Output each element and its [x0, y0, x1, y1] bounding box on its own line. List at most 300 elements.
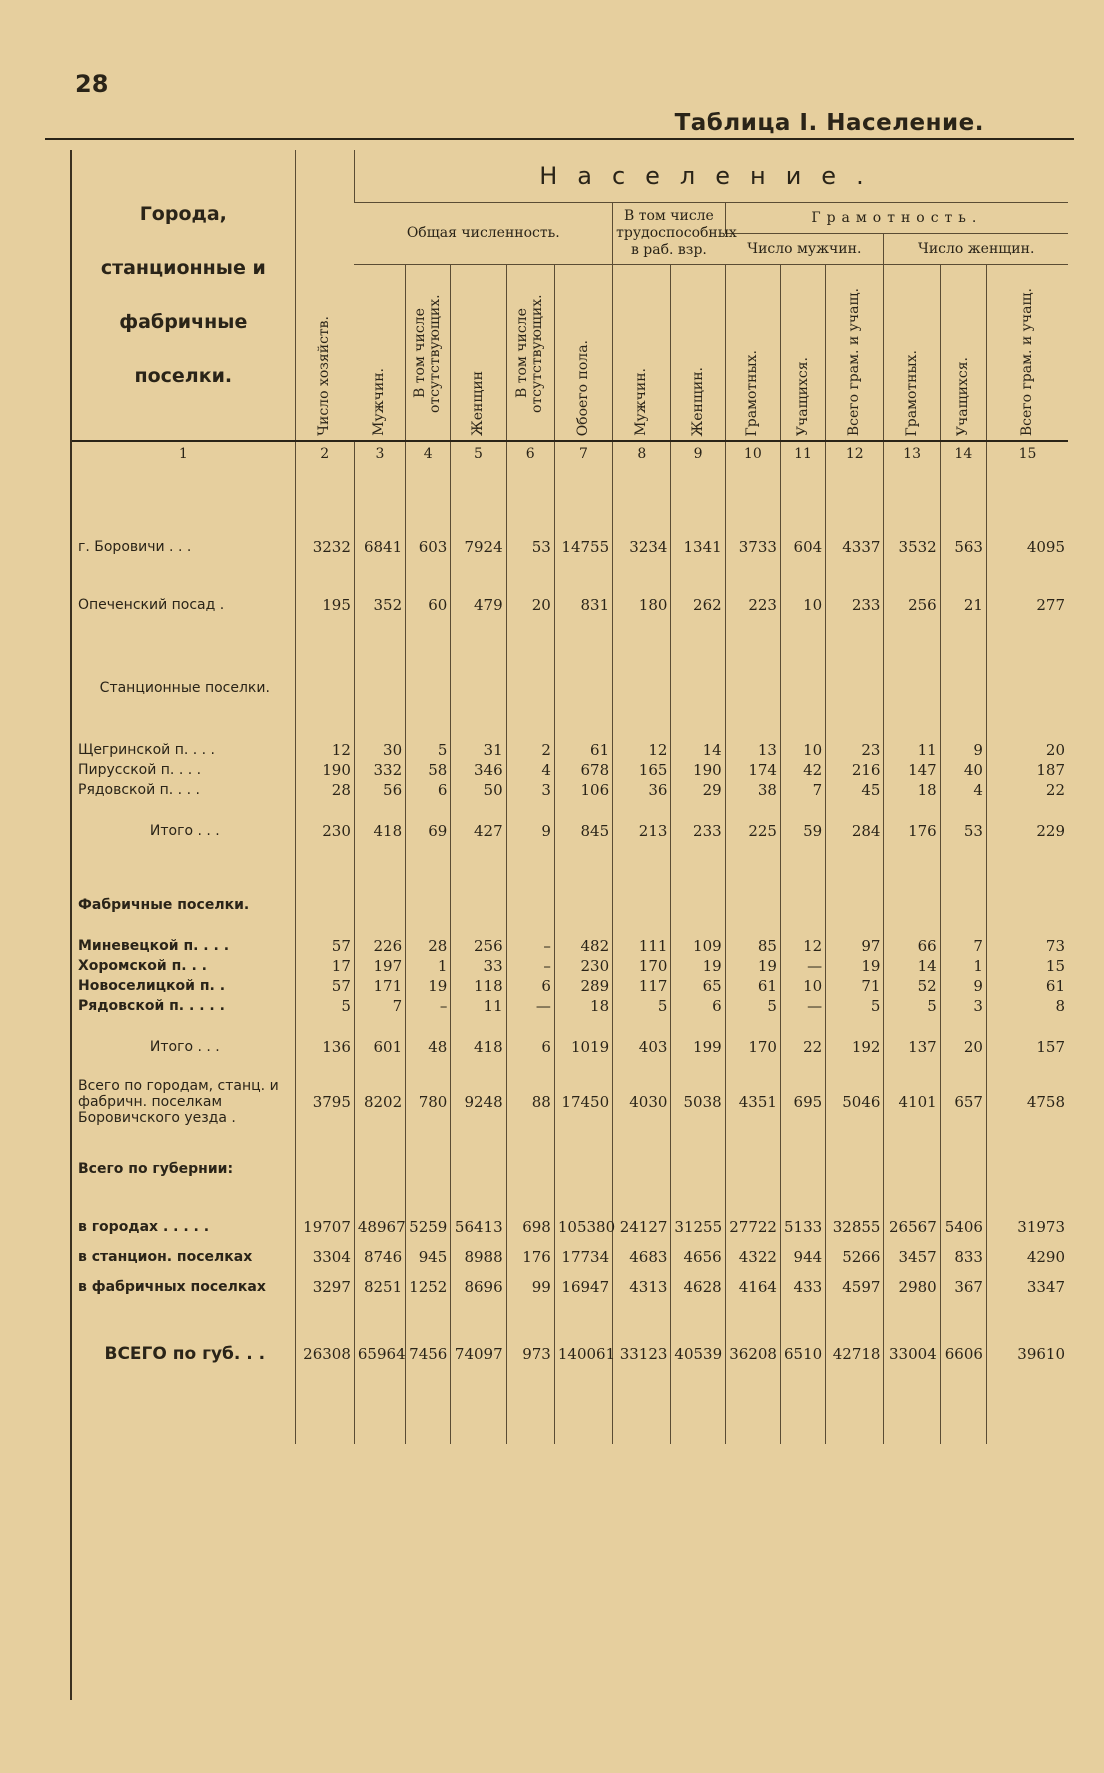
spacer-cell	[671, 846, 725, 890]
table-cell: 4101	[884, 1078, 940, 1126]
col-women-absent: В том числе отсутствующих.	[506, 265, 554, 442]
spacer-cell	[406, 466, 451, 532]
table-cell: 58	[406, 760, 451, 780]
top-rule	[45, 138, 1074, 140]
spacer-cell	[826, 1062, 884, 1078]
spacer-cell	[725, 1184, 780, 1212]
row-label: Итого . . .	[149, 1039, 220, 1055]
table-cell: 5	[725, 996, 780, 1016]
row-label: Всего по городам, станц. и фабричн. поселкам Боровичского уезда .	[78, 1078, 279, 1126]
col-number: 3	[354, 441, 405, 466]
table-row	[72, 816, 1068, 846]
spacer-cell	[613, 712, 671, 740]
table-cell: 2	[506, 740, 554, 760]
spacer-cell	[613, 562, 671, 590]
table-cell: 19	[826, 956, 884, 976]
spacer-cell	[884, 1016, 940, 1032]
table-cell	[986, 664, 1068, 712]
table-cell	[295, 1154, 354, 1184]
table-cell: 418	[451, 1032, 506, 1062]
row-label: Пирусской п. . . .	[78, 762, 202, 778]
spacer-cell	[725, 562, 780, 590]
table-cell: 38	[725, 780, 780, 800]
spacer-cell	[451, 1378, 506, 1444]
table-cell: 18	[884, 780, 940, 800]
spacer-cell	[451, 620, 506, 664]
table-cell: 14755	[554, 532, 612, 562]
spacer-cell	[725, 800, 780, 816]
spacer-cell	[940, 846, 986, 890]
col-number: 9	[671, 441, 725, 466]
table-cell: 6	[506, 976, 554, 996]
col-both: Обоего пола.	[554, 265, 612, 442]
spacer-cell	[506, 1302, 554, 1330]
spacer-cell	[72, 562, 295, 590]
spacer-cell	[671, 712, 725, 740]
row-label: Станционные поселки.	[99, 680, 270, 696]
table-cell: 140061	[554, 1330, 612, 1378]
spacer-cell	[826, 562, 884, 590]
table-cell: 4164	[725, 1272, 780, 1302]
table-cell: 4337	[826, 532, 884, 562]
col-households: Число хозяйств.	[295, 150, 354, 441]
spacer-cell	[671, 1378, 725, 1444]
spacer-cell	[451, 920, 506, 936]
spacer-cell	[826, 712, 884, 740]
table-cell: 33	[451, 956, 506, 976]
table-cell: 9	[506, 816, 554, 846]
table-row	[72, 1078, 1068, 1126]
spacer-cell	[506, 712, 554, 740]
spacer-cell	[554, 712, 612, 740]
spacer-cell	[295, 920, 354, 936]
table-cell: 170	[613, 956, 671, 976]
table-cell: 53	[940, 816, 986, 846]
spacer-cell	[354, 1302, 405, 1330]
col-number: 8	[613, 441, 671, 466]
table-row	[72, 760, 1068, 780]
spacer-cell	[72, 800, 295, 816]
table-cell: 147	[884, 760, 940, 780]
table-cell	[884, 1154, 940, 1184]
spacer-cell	[72, 466, 295, 532]
table-cell: 33004	[884, 1330, 940, 1378]
spacer-cell	[613, 1378, 671, 1444]
table-cell	[295, 890, 354, 920]
table-cell	[451, 890, 506, 920]
spacer-cell	[986, 466, 1068, 532]
table-cell: 28	[295, 780, 354, 800]
spacer-cell	[554, 800, 612, 816]
table-cell: 32855	[826, 1212, 884, 1242]
spacer-cell	[354, 562, 405, 590]
table-cell	[780, 1154, 825, 1184]
spacer-cell	[295, 1126, 354, 1154]
table-cell: 8202	[354, 1078, 405, 1126]
table-cell: 427	[451, 816, 506, 846]
spacer-cell	[884, 1184, 940, 1212]
table-cell: 1019	[554, 1032, 612, 1062]
spacer-cell	[671, 620, 725, 664]
table-cell: 945	[406, 1242, 451, 1272]
table-cell: 4322	[725, 1242, 780, 1272]
table-cell: 14	[671, 740, 725, 760]
table-cell: 111	[613, 936, 671, 956]
table-cell: 6	[671, 996, 725, 1016]
table-cell: 14	[884, 956, 940, 976]
table-cell: 7	[940, 936, 986, 956]
table-cell: 604	[780, 532, 825, 562]
spacer-cell	[554, 1184, 612, 1212]
table-cell: 187	[986, 760, 1068, 780]
spacer-cell	[884, 920, 940, 936]
table-cell: 74097	[451, 1330, 506, 1378]
spacer-cell	[986, 846, 1068, 890]
table-cell: 226	[354, 936, 405, 956]
table-cell: 176	[884, 816, 940, 846]
spacer-cell	[354, 620, 405, 664]
table-cell: 195	[295, 590, 354, 620]
table-cell: 4095	[986, 532, 1068, 562]
table-cell: 256	[884, 590, 940, 620]
table-cell: 9248	[451, 1078, 506, 1126]
table-cell: 12	[613, 740, 671, 760]
spacer-row	[72, 1062, 1068, 1078]
row-label: г. Боровичи . . .	[78, 539, 192, 555]
table-cell: 12	[780, 936, 825, 956]
row-label: Фабричные поселки.	[78, 897, 250, 913]
table-cell: 4351	[725, 1078, 780, 1126]
spacer-cell	[72, 1126, 295, 1154]
spacer-cell	[613, 846, 671, 890]
table-cell: 1	[940, 956, 986, 976]
row-label: в городах . . . . .	[78, 1219, 210, 1235]
spacer-cell	[354, 1062, 405, 1078]
table-cell: 352	[354, 590, 405, 620]
spacer-cell	[671, 1016, 725, 1032]
spacer-cell	[613, 620, 671, 664]
table-cell: 1252	[406, 1272, 451, 1302]
col-number: 13	[884, 441, 940, 466]
spacer-cell	[780, 466, 825, 532]
spacer-cell	[780, 712, 825, 740]
col-number: 1	[72, 441, 295, 466]
table-cell	[986, 1154, 1068, 1184]
table-cell: 61	[554, 740, 612, 760]
spacer-row	[72, 920, 1068, 936]
col-number: 6	[506, 441, 554, 466]
spacer-cell	[613, 1184, 671, 1212]
table-cell	[451, 664, 506, 712]
spacer-cell	[554, 466, 612, 532]
row-label: Щегринской п. . . .	[78, 742, 215, 758]
spacer-cell	[72, 1378, 295, 1444]
table-title: Таблица I. Население.	[674, 110, 984, 136]
table-cell: 40539	[671, 1330, 725, 1378]
spacer-cell	[295, 1378, 354, 1444]
col-total-women: Всего грам. и учащ.	[986, 265, 1068, 442]
spacer-cell	[72, 920, 295, 936]
spacer-cell	[725, 620, 780, 664]
spacer-cell	[884, 846, 940, 890]
table-cell: 48	[406, 1032, 451, 1062]
col-men: Мужчин.	[354, 265, 405, 442]
table-cell	[940, 664, 986, 712]
spacer-cell	[295, 1016, 354, 1032]
population-group-header: Население.	[354, 150, 1068, 203]
spacer-row	[72, 466, 1068, 532]
spacer-cell	[986, 562, 1068, 590]
table-cell	[780, 664, 825, 712]
spacer-cell	[826, 920, 884, 936]
spacer-cell	[884, 1126, 940, 1154]
table-cell: 3	[506, 780, 554, 800]
spacer-cell	[671, 466, 725, 532]
col-students-men: Учащихся.	[780, 265, 825, 442]
spacer-row	[72, 1378, 1068, 1444]
spacer-cell	[780, 800, 825, 816]
table-cell: 4656	[671, 1242, 725, 1272]
table-cell: 367	[940, 1272, 986, 1302]
table-cell: 45	[826, 780, 884, 800]
table-row	[72, 740, 1068, 760]
table-cell: 61	[725, 976, 780, 996]
table-cell: 4758	[986, 1078, 1068, 1126]
table-cell: 10	[780, 740, 825, 760]
spacer-cell	[725, 1126, 780, 1154]
table-cell: –	[506, 956, 554, 976]
table-cell: 31	[451, 740, 506, 760]
spacer-cell	[506, 466, 554, 532]
spacer-cell	[940, 1062, 986, 1078]
table-cell: 27722	[725, 1212, 780, 1242]
table-cell: 36	[613, 780, 671, 800]
table-cell	[940, 890, 986, 920]
table-cell: 3532	[884, 532, 940, 562]
spacer-cell	[826, 800, 884, 816]
spacer-cell	[295, 466, 354, 532]
spacer-cell	[406, 1184, 451, 1212]
table-cell	[671, 1154, 725, 1184]
row-label: Рядовской п. . . .	[78, 782, 200, 798]
table-cell: 4290	[986, 1242, 1068, 1272]
spacer-cell	[554, 1016, 612, 1032]
spacer-cell	[72, 1016, 295, 1032]
spacer-cell	[671, 1062, 725, 1078]
spacer-cell	[826, 1184, 884, 1212]
spacer-cell	[72, 712, 295, 740]
table-cell	[354, 1154, 405, 1184]
spacer-cell	[671, 920, 725, 936]
table-cell: 11	[451, 996, 506, 1016]
table-cell: 4628	[671, 1272, 725, 1302]
table-cell: 3232	[295, 532, 354, 562]
table-row	[72, 1272, 1068, 1302]
spacer-row	[72, 1302, 1068, 1330]
table-cell: 165	[613, 760, 671, 780]
spacer-cell	[295, 1184, 354, 1212]
table-cell: 7924	[451, 532, 506, 562]
table-row	[72, 936, 1068, 956]
spacer-cell	[613, 1302, 671, 1330]
spacer-cell	[554, 620, 612, 664]
table-cell: 13	[725, 740, 780, 760]
spacer-cell	[613, 466, 671, 532]
table-cell: 3457	[884, 1242, 940, 1272]
table-cell: 225	[725, 816, 780, 846]
table-cell: 6841	[354, 532, 405, 562]
spacer-cell	[884, 562, 940, 590]
table-cell: 19707	[295, 1212, 354, 1242]
spacer-cell	[780, 1126, 825, 1154]
spacer-cell	[406, 800, 451, 816]
table-cell: 21	[940, 590, 986, 620]
spacer-cell	[554, 920, 612, 936]
spacer-cell	[451, 1126, 506, 1154]
table-cell: 56413	[451, 1212, 506, 1242]
table-cell: 6606	[940, 1330, 986, 1378]
table-cell: 6	[506, 1032, 554, 1062]
spacer-cell	[506, 1016, 554, 1032]
spacer-cell	[451, 1184, 506, 1212]
col-number: 5	[451, 441, 506, 466]
col-number: 12	[826, 441, 884, 466]
spacer-cell	[725, 846, 780, 890]
table-cell: 29	[671, 780, 725, 800]
table-cell: 5046	[826, 1078, 884, 1126]
table-cell: 85	[725, 936, 780, 956]
row-header: Города, станционные и фабричные поселки.	[72, 150, 295, 441]
table-row	[72, 1330, 1068, 1378]
spacer-cell	[725, 920, 780, 936]
table-cell: 256	[451, 936, 506, 956]
table-row	[72, 956, 1068, 976]
row-label: ВСЕГО по губ. . .	[104, 1344, 266, 1364]
spacer-cell	[884, 620, 940, 664]
spacer-cell	[940, 1302, 986, 1330]
table-cell	[554, 664, 612, 712]
table-cell: 42718	[826, 1330, 884, 1378]
spacer-cell	[940, 562, 986, 590]
spacer-cell	[986, 800, 1068, 816]
spacer-cell	[354, 1126, 405, 1154]
population-table	[72, 150, 1068, 1444]
table-row	[72, 890, 1068, 920]
table-cell: 5	[295, 996, 354, 1016]
table-cell: 56	[354, 780, 405, 800]
table-cell	[725, 664, 780, 712]
spacer-cell	[406, 1062, 451, 1078]
col-literate-women: Грамотных.	[884, 265, 940, 442]
spacer-cell	[354, 466, 405, 532]
spacer-cell	[884, 712, 940, 740]
spacer-cell	[354, 1184, 405, 1212]
table-cell: 3297	[295, 1272, 354, 1302]
table-row	[72, 1032, 1068, 1062]
spacer-cell	[780, 1378, 825, 1444]
table-cell: 117	[613, 976, 671, 996]
table-cell: 61	[986, 976, 1068, 996]
spacer-cell	[72, 1184, 295, 1212]
spacer-cell	[671, 1302, 725, 1330]
table-cell: 5266	[826, 1242, 884, 1272]
table-cell: 24127	[613, 1212, 671, 1242]
table-cell: —	[780, 956, 825, 976]
col-work-women: Женщин.	[671, 265, 725, 442]
spacer-row	[72, 712, 1068, 740]
table-cell: 190	[295, 760, 354, 780]
table-cell: 8	[986, 996, 1068, 1016]
spacer-cell	[554, 846, 612, 890]
spacer-cell	[506, 1126, 554, 1154]
table-cell: 176	[506, 1242, 554, 1272]
spacer-cell	[884, 1378, 940, 1444]
spacer-cell	[940, 620, 986, 664]
table-cell: 3304	[295, 1242, 354, 1272]
table-cell	[826, 1154, 884, 1184]
table-cell: 346	[451, 760, 506, 780]
table-cell: 136	[295, 1032, 354, 1062]
table-cell: 4030	[613, 1078, 671, 1126]
table-cell	[725, 1154, 780, 1184]
table-cell: 190	[671, 760, 725, 780]
table-cell: 5	[613, 996, 671, 1016]
table-cell: 60	[406, 590, 451, 620]
spacer-cell	[725, 712, 780, 740]
table-cell: 15	[986, 956, 1068, 976]
table-cell: 97	[826, 936, 884, 956]
table-cell	[354, 890, 405, 920]
table-cell	[613, 890, 671, 920]
table-cell	[295, 664, 354, 712]
spacer-cell	[725, 1016, 780, 1032]
table-cell: 5038	[671, 1078, 725, 1126]
spacer-cell	[406, 562, 451, 590]
table-cell: 698	[506, 1212, 554, 1242]
table-cell: 118	[451, 976, 506, 996]
table-row	[72, 664, 1068, 712]
table-cell: 171	[354, 976, 405, 996]
table-cell: 8988	[451, 1242, 506, 1272]
spacer-cell	[451, 846, 506, 890]
spacer-cell	[725, 1062, 780, 1078]
spacer-cell	[354, 846, 405, 890]
table-cell: 57	[295, 936, 354, 956]
spacer-cell	[826, 1302, 884, 1330]
table-cell	[884, 664, 940, 712]
spacer-row	[72, 1184, 1068, 1212]
spacer-cell	[451, 562, 506, 590]
table-cell: 601	[354, 1032, 405, 1062]
table-cell: 174	[725, 760, 780, 780]
spacer-cell	[986, 712, 1068, 740]
row-label: Всего по губернии:	[78, 1161, 234, 1177]
row-label: Итого . . .	[149, 823, 220, 839]
table-cell: 157	[986, 1032, 1068, 1062]
table-cell: 5406	[940, 1212, 986, 1242]
table-cell: 65964	[354, 1330, 405, 1378]
spacer-cell	[295, 846, 354, 890]
table-cell: 216	[826, 760, 884, 780]
spacer-cell	[826, 1378, 884, 1444]
col-number: 14	[940, 441, 986, 466]
table-cell: 109	[671, 936, 725, 956]
table-cell: 69	[406, 816, 451, 846]
col-number: 11	[780, 441, 825, 466]
spacer-cell	[354, 1016, 405, 1032]
table-cell: 73	[986, 936, 1068, 956]
table-cell: 4683	[613, 1242, 671, 1272]
